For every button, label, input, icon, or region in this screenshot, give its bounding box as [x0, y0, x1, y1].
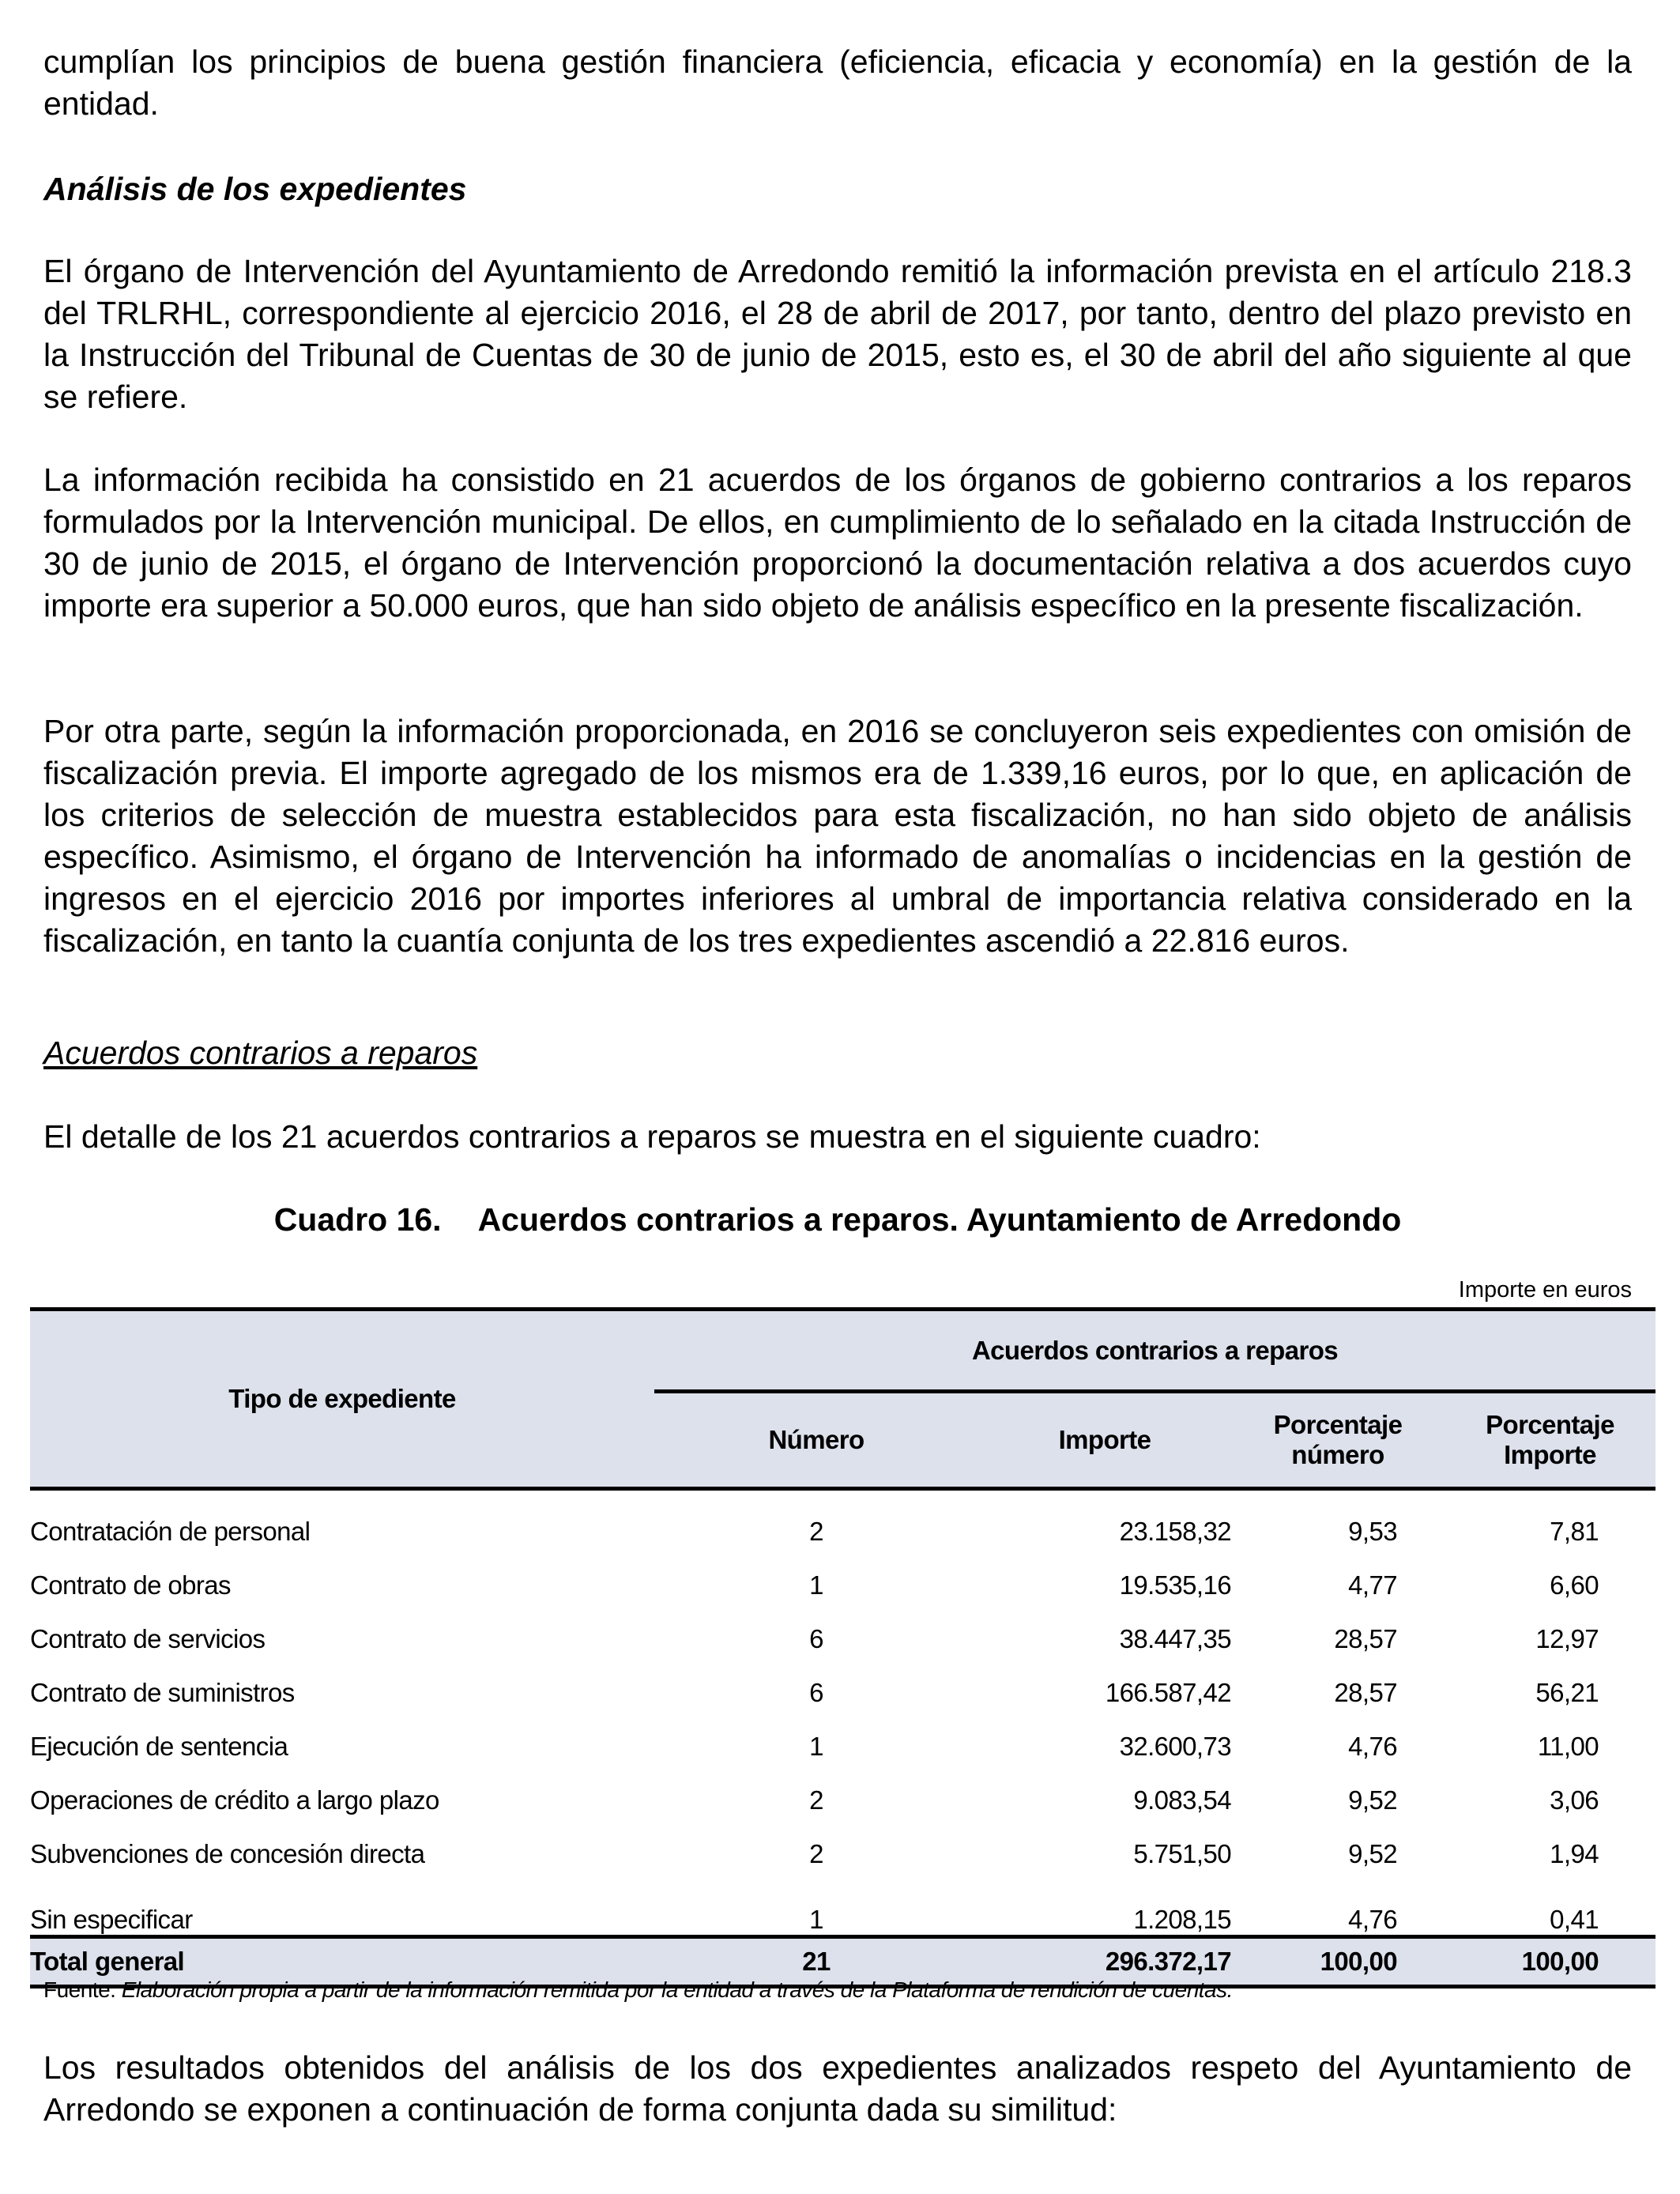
table-row — [30, 1559, 1656, 1612]
total-pct-numero: 100,00 — [1231, 1937, 1445, 1987]
cell-pct-importe: 56,21 — [1535, 1678, 1599, 1707]
cell-pct-importe: 11,00 — [1537, 1732, 1599, 1761]
table-caption-title: Acuerdos contrarios a reparos. Ayuntamiento de Arredondo — [477, 1201, 1402, 1238]
table-caption — [43, 1199, 1632, 1241]
total-importe: 296.372,17 — [978, 1937, 1231, 1987]
table-row — [30, 1881, 1656, 1937]
table-row — [30, 1612, 1656, 1666]
cell-tipo: Contrato de obras — [30, 1570, 231, 1600]
header-tipo: Tipo de expediente — [30, 1310, 654, 1489]
paragraph-2: La información recibida ha consistido en 21 acuerdos de los órganos de gobierno contrarios a los reparos formulados por la Intervención municipal. De ellos, en cumplimiento de lo señalado en la citada Instrucción de 30 de junio de 2015, el órgano de Intervención proporcionó la documentación relativa a dos acuerdos cuyo importe era superior a 50.000 euros, que han sido objeto de análisis específico en la presente fiscalización. — [43, 462, 1632, 624]
section-heading: Análisis de los expedientes — [43, 171, 467, 207]
total-label: Total general — [30, 1937, 654, 1987]
table-source — [43, 1977, 1233, 2004]
cell-pct-numero: 9,52 — [1348, 1785, 1397, 1815]
table-row — [30, 1505, 1656, 1559]
cell-importe: 32.600,73 — [1119, 1732, 1231, 1761]
cell-tipo: Operaciones de crédito a largo plazo — [30, 1785, 439, 1815]
cell-importe: 1.208,15 — [1133, 1905, 1231, 1934]
cell-numero: 1 — [809, 1732, 823, 1761]
cell-pct-importe: 0,41 — [1550, 1905, 1599, 1934]
cell-pct-importe: 7,81 — [1550, 1517, 1599, 1546]
table-row — [30, 1774, 1656, 1827]
cell-numero: 1 — [809, 1905, 823, 1934]
cell-importe: 38.447,35 — [1119, 1624, 1231, 1653]
source-text: Elaboración propia a partir de la información remitida por la entidad a través de la Plataforma de rendición de cuentas. — [121, 1977, 1233, 2002]
table-caption-label: Cuadro 16. — [273, 1201, 442, 1238]
cell-numero: 2 — [809, 1839, 823, 1868]
paragraph-1: El órgano de Intervención del Ayuntamiento de Arredondo remitió la información prevista en el artículo 218.3 del TRLRHL, correspondiente al ejercicio 2016, el 28 de abril de 2017, por tanto, dentro del plazo previsto en la Instrucción del Tribunal de Cuentas de 30 de junio de 2015, esto es, el 30 de abril del año siguiente al que se refiere. — [43, 253, 1632, 415]
cell-tipo: Sin especificar — [30, 1905, 193, 1934]
cell-numero: 2 — [809, 1785, 823, 1815]
paragraph-5: Los resultados obtenidos del análisis de los dos expedientes analizados respeto del Ayuntamiento de Arredondo se exponen a continuación de forma conjunta dada su similitud: — [43, 2049, 1632, 2128]
intro-paragraph: cumplían los principios de buena gestión financiera (eficiencia, eficacia y economía) en la gestión de la entidad. — [43, 43, 1632, 122]
cell-pct-importe: 3,06 — [1550, 1785, 1599, 1815]
header-importe: Importe — [978, 1392, 1231, 1489]
cell-pct-numero: 9,53 — [1348, 1517, 1397, 1546]
header-group: Acuerdos contrarios a reparos — [654, 1310, 1656, 1392]
cell-tipo: Contratación de personal — [30, 1517, 311, 1546]
paragraph-4: El detalle de los 21 acuerdos contrarios a reparos se muestra en el siguiente cuadro: — [43, 1118, 1261, 1155]
cell-tipo: Contrato de servicios — [30, 1624, 266, 1653]
cell-pct-importe: 1,94 — [1550, 1839, 1599, 1868]
cell-pct-numero: 4,77 — [1348, 1570, 1397, 1600]
cell-numero: 6 — [809, 1678, 823, 1707]
total-numero: 21 — [654, 1937, 978, 1987]
cell-pct-importe: 6,60 — [1550, 1570, 1599, 1600]
header-pct-importe: Porcentaje Importe — [1445, 1392, 1656, 1489]
cell-pct-importe: 12,97 — [1535, 1624, 1599, 1653]
header-numero: Número — [654, 1392, 978, 1489]
cell-pct-numero: 4,76 — [1348, 1905, 1397, 1934]
cell-pct-numero: 28,57 — [1334, 1624, 1397, 1653]
cell-importe: 9.083,54 — [1133, 1785, 1231, 1815]
subheading: Acuerdos contrarios a reparos — [43, 1035, 478, 1071]
cell-pct-numero: 9,52 — [1348, 1839, 1397, 1868]
cell-importe: 23.158,32 — [1119, 1517, 1231, 1546]
table-row — [30, 1666, 1656, 1720]
table-row — [30, 1720, 1656, 1774]
cell-importe: 19.535,16 — [1119, 1570, 1231, 1600]
cell-importe: 5.751,50 — [1133, 1839, 1231, 1868]
cell-importe: 166.587,42 — [1105, 1678, 1231, 1707]
cell-tipo: Subvenciones de concesión directa — [30, 1839, 425, 1868]
reparos-table — [30, 1307, 1656, 1989]
cell-numero: 1 — [809, 1570, 823, 1600]
source-label: Fuente: — [43, 1977, 116, 2002]
cell-numero: 2 — [809, 1517, 823, 1546]
table-units: Importe en euros — [1458, 1277, 1632, 1302]
cell-tipo: Contrato de suministros — [30, 1678, 295, 1707]
total-pct-importe: 100,00 — [1445, 1937, 1656, 1987]
cell-tipo: Ejecución de sentencia — [30, 1732, 288, 1761]
cell-pct-numero: 4,76 — [1348, 1732, 1397, 1761]
cell-pct-numero: 28,57 — [1334, 1678, 1397, 1707]
cell-numero: 6 — [809, 1624, 823, 1653]
header-pct-numero: Porcentaje número — [1231, 1392, 1445, 1489]
table-row — [30, 1827, 1656, 1881]
paragraph-3: Por otra parte, según la información proporcionada, en 2016 se concluyeron seis expedientes con omisión de fiscalización previa. El importe agregado de los mismos era de 1.339,16 euros, por lo que, en aplicación de los criterios de selección de muestra establecidos para esta fiscalización, no han sido objeto de análisis específico. Asimismo, el órgano de Intervención ha informado de anomalías o incidencias en la gestión de ingresos en el ejercicio 2016 por importes inferiores al umbral de importancia relativa considerado en la fiscalización, en tanto la cuantía conjunta de los tres expedientes ascendió a 22.816 euros. — [43, 713, 1632, 959]
